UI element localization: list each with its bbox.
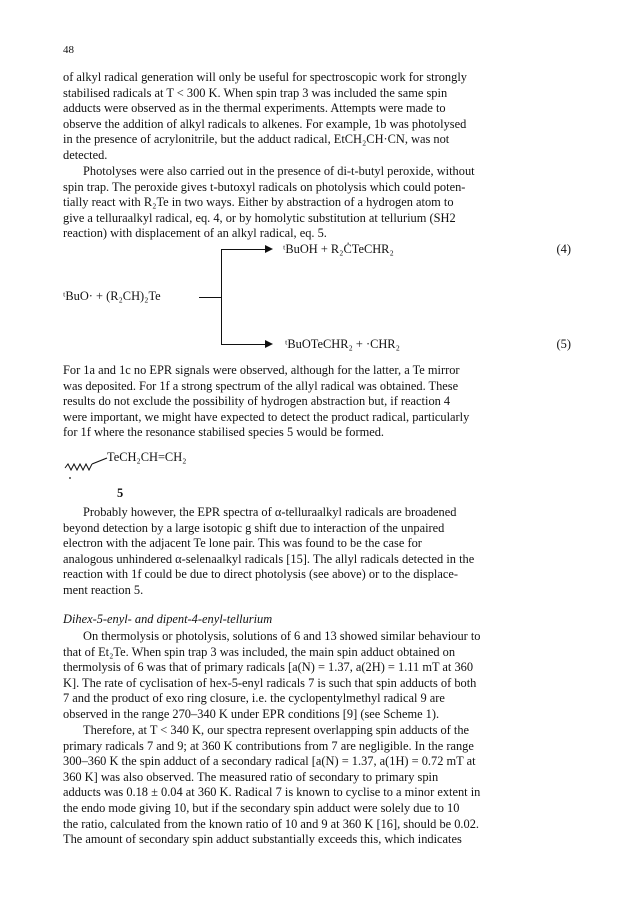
text-line: in the presence of acrylonitrile, but the adduct radical, EtCH₂CH·CN, was not bbox=[63, 132, 450, 147]
text-line: reaction with 1f could be due to direct photolysis (see above) or to the displace- bbox=[63, 567, 458, 582]
text-line: Probably however, the EPR spectra of α-telluraalkyl radicals are broadened bbox=[83, 505, 457, 519]
polymer-chain-icon bbox=[63, 454, 113, 484]
text-line: results do not exclude the possibility of hydrogen abstraction but, if reaction 4 bbox=[63, 394, 451, 409]
paragraph-3 bbox=[63, 363, 571, 441]
text-line: observe the addition of alkyl radicals to alkenes. For example, 1b was photolysed bbox=[63, 116, 467, 131]
text-line: reaction) with displacement of an alkyl radical, eq. 5. bbox=[63, 226, 327, 241]
branch-stem-line bbox=[199, 297, 221, 298]
branch-vertical-line bbox=[221, 249, 222, 344]
text-line: the ratio, calculated from the known ratio of 10 and 9 at 360 K [16], should be 0.02. bbox=[63, 816, 480, 831]
text-line: 7 and the product of exo ring closure, i.e. the cyclopentylmethyl radical 9 are bbox=[63, 691, 445, 706]
text-line: give a telluraalkyl radical, eq. 4, or by homolytic substitution at tellurium (SH2 bbox=[63, 210, 456, 225]
structure-formula: TeCH₂CH=CH₂ bbox=[107, 450, 187, 464]
structure-label: 5 bbox=[117, 486, 124, 500]
arrow-line-5 bbox=[221, 344, 267, 345]
text-line: analogous unhindered α-selenaalkyl radicals [15]. The allyl radicals detected in the bbox=[63, 551, 475, 566]
text-line: tially react with R₂Te in two ways. Either by abstraction of a hydrogen atom to bbox=[63, 195, 454, 210]
text-line: spin trap. The peroxide gives t-butoxyl radicals on photolysis which could poten- bbox=[63, 179, 466, 194]
arrow-line-4 bbox=[221, 249, 267, 250]
text-line: adducts were observed as in the thermal experiments. Attempts were made to bbox=[63, 101, 446, 116]
text-line: observed in the range 270–340 K under EPR conditions [9] (see Scheme 1). bbox=[63, 706, 440, 721]
text-line: electron with the adjacent Te lone pair. This was found to be the case for bbox=[63, 536, 422, 551]
paragraph-6 bbox=[63, 723, 571, 848]
paragraph-4 bbox=[63, 505, 571, 599]
paragraph-5 bbox=[63, 629, 571, 723]
text-line: stabilised radicals at T < 300 K. When spin trap 3 was included the same spin bbox=[63, 85, 448, 100]
text-line: ment reaction 5. bbox=[63, 582, 144, 597]
eq-number-4: (4) bbox=[556, 242, 571, 256]
text-line: that of Et₂Te. When spin trap 3 was included, the main spin adduct obtained on bbox=[63, 644, 456, 659]
section-heading: Dihex-5-enyl- and dipent-4-enyl-tellurium bbox=[63, 612, 273, 626]
arrowhead-4 bbox=[265, 245, 273, 253]
eq-product-4: ᵗBuOH + R₂ĊTeCHR₂ bbox=[283, 242, 394, 256]
structure-5 bbox=[63, 450, 263, 500]
eq-product-5: ᵗBuOTeCHR₂ + ·CHR₂ bbox=[285, 337, 400, 351]
text-line: On thermolysis or photolysis, solutions of 6 and 13 showed similar behaviour to bbox=[83, 629, 481, 643]
paragraph-2 bbox=[63, 164, 571, 242]
eq-number-5: (5) bbox=[556, 337, 571, 351]
text-line: Photolyses were also carried out in the presence of di-t-butyl peroxide, without bbox=[83, 164, 475, 178]
arrowhead-5 bbox=[265, 340, 273, 348]
text-line: were important, we might have expected to detect the product radical, particularly bbox=[63, 409, 470, 424]
text-line: of alkyl radical generation will only be useful for spectroscopic work for strongly bbox=[63, 70, 467, 84]
text-line: The amount of secondary spin adduct substantially exceeds this, which indicates bbox=[63, 832, 462, 847]
page-number: 48 bbox=[63, 44, 74, 56]
text-line: 360 K] was also observed. The measured ratio of secondary to primary spin bbox=[63, 769, 439, 784]
text-line: 300–360 K the spin adduct of a secondary radical [a(N) = 1.37, a(1H) = 0.72 mT at bbox=[63, 754, 476, 769]
text-line: thermolysis of 6 was that of primary radicals [a(N) = 1.37, a(2H) = 1.11 mT at 360 bbox=[63, 660, 474, 675]
text-line: primary radicals 7 and 9; at 360 K contributions from 7 are negligible. In the range bbox=[63, 738, 474, 753]
text-line: detected. bbox=[63, 147, 108, 162]
paragraph-1 bbox=[63, 70, 571, 164]
eq-reactant: ᵗBuO· + (R₂CH)₂Te bbox=[63, 289, 161, 303]
text-line: was deposited. For 1f a strong spectrum of the allyl radical was obtained. These bbox=[63, 378, 459, 393]
text-line: K]. The rate of cyclisation of hex-5-enyl radicals 7 is such that spin adducts of both bbox=[63, 675, 477, 690]
text-line: For 1a and 1c no EPR signals were observed, although for the latter, a Te mirror bbox=[63, 363, 460, 377]
text-line: the endo mode giving 10, but if the secondary spin adduct were solely due to 10 bbox=[63, 800, 460, 815]
text-line: Therefore, at T < 340 K, our spectra represent overlapping spin adducts of the bbox=[83, 723, 470, 737]
text-line: beyond detection by a large isotopic g shift due to interaction of the unpaired bbox=[63, 520, 445, 535]
text-line: adducts was 0.18 ± 0.04 at 360 K. Radical 7 is known to cyclise to a minor extent in bbox=[63, 785, 481, 800]
reaction-scheme bbox=[63, 242, 571, 354]
text-line: for 1f where the resonance stabilised species 5 would be formed. bbox=[63, 425, 385, 440]
